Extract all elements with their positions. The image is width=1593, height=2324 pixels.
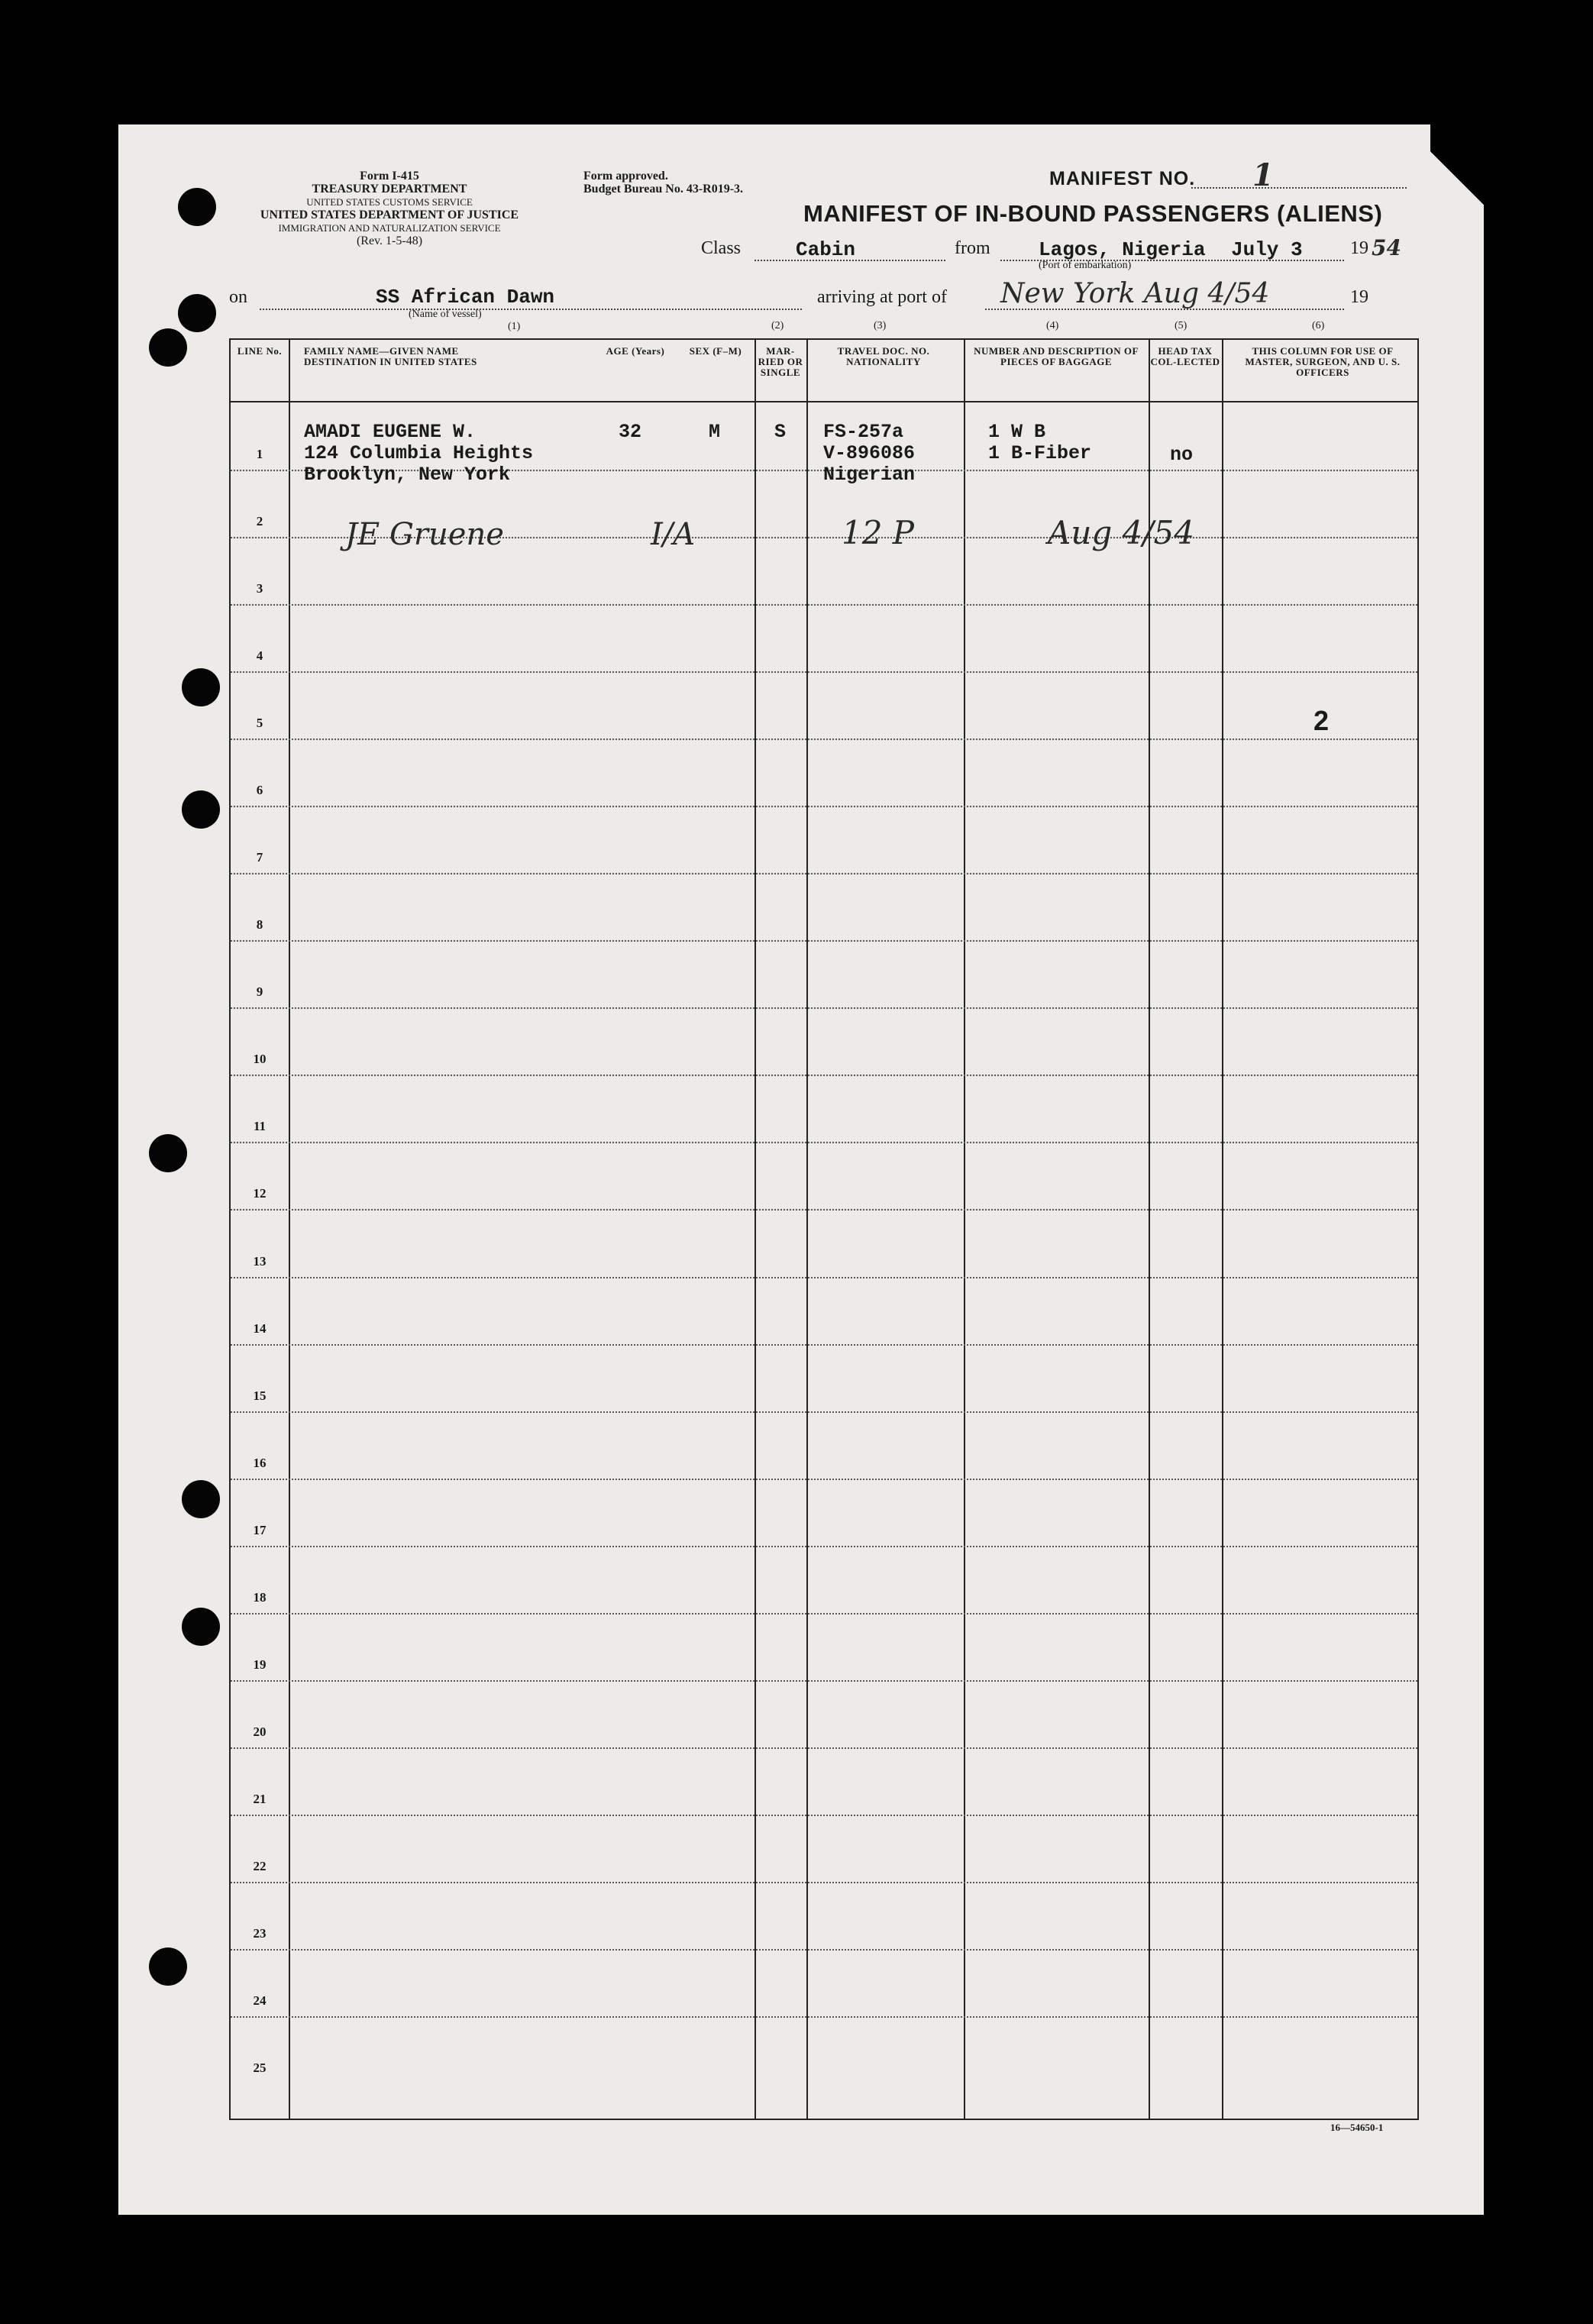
line-number: 17 xyxy=(253,1522,267,1537)
line-number: 18 xyxy=(253,1589,267,1605)
binder-hole xyxy=(149,1134,187,1172)
line-number: 3 xyxy=(256,581,263,596)
class-label: Class xyxy=(701,238,742,258)
arrival-year-prefix: 19 xyxy=(1350,287,1368,307)
line-number: 19 xyxy=(253,1657,267,1672)
treasury-department: TREASURY DEPARTMENT xyxy=(312,183,467,196)
manifest-no-label: MANIFEST NO. xyxy=(1049,168,1196,189)
line-number: 1 xyxy=(256,447,263,462)
binder-hole xyxy=(182,1480,220,1518)
col-num-head-tax: (5) xyxy=(1175,320,1187,331)
revision-date: (Rev. 1-5-48) xyxy=(356,234,423,247)
passenger-age: 32 xyxy=(619,421,642,443)
line-number: 20 xyxy=(253,1724,267,1739)
passenger-head-tax: no xyxy=(1170,444,1194,466)
line-number: 4 xyxy=(256,648,263,664)
line-number: 5 xyxy=(256,716,263,731)
row-rule xyxy=(231,1209,1417,1210)
passenger-address-street: 124 Columbia Heights xyxy=(304,442,534,464)
passenger-baggage-2: 1 B-Fiber xyxy=(988,442,1092,464)
col-num-marital: (2) xyxy=(771,320,784,331)
side-count: 2 xyxy=(1313,705,1330,736)
date-annotation: Aug 4/54 xyxy=(1048,514,1194,551)
binder-hole xyxy=(182,1608,220,1646)
binder-hole xyxy=(178,294,216,332)
binder-hole xyxy=(149,1947,187,1986)
vessel-value: SS African Dawn xyxy=(376,286,555,309)
row-rule xyxy=(231,1680,1417,1682)
passenger-baggage-1: 1 W B xyxy=(988,421,1046,443)
row-rule xyxy=(231,1815,1417,1816)
footer-code: 16—54650-1 xyxy=(1330,2122,1384,2133)
vessel-line xyxy=(260,309,802,310)
line-number: 22 xyxy=(253,1858,267,1873)
line-number: 11 xyxy=(253,1119,267,1134)
line-number: 12 xyxy=(253,1186,267,1201)
col-header-marital: MAR-RIED OR SINGLE xyxy=(758,345,803,378)
row-rule xyxy=(231,1546,1417,1547)
col-num-travel-doc: (3) xyxy=(874,320,887,331)
line-number: 16 xyxy=(253,1455,267,1470)
col-header-name: FAMILY NAME—GIVEN NAME DESTINATION IN UNITED STATES xyxy=(304,345,477,367)
passenger-nationality: Nigerian xyxy=(823,464,916,486)
col-header-travel-doc: TRAVEL DOC. NO. NATIONALITY xyxy=(837,345,930,367)
year-suffix: 54 xyxy=(1372,235,1401,260)
line-number: 25 xyxy=(253,2061,267,2075)
col-header-head-tax: HEAD TAX COL-LECTED xyxy=(1150,345,1220,367)
binder-hole xyxy=(149,328,187,367)
line-number: 15 xyxy=(253,1388,267,1403)
line-number: 9 xyxy=(256,984,263,1000)
row-rule xyxy=(231,806,1417,807)
passenger-address-city: Brooklyn, New York xyxy=(304,464,511,486)
col-divider xyxy=(964,340,965,2119)
row-rule xyxy=(231,1277,1417,1278)
row-rule xyxy=(231,1142,1417,1143)
col-divider xyxy=(1222,340,1223,2119)
immigration-service: IMMIGRATION AND NATURALIZATION SERVICE xyxy=(278,222,501,234)
passenger-doc-1: FS-257a xyxy=(823,421,904,443)
col-header-baggage: NUMBER AND DESCRIPTION OF PIECES OF BAGGAGE xyxy=(974,345,1139,367)
vessel-label: (Name of vessel) xyxy=(409,309,482,320)
manifest-no-value: 1 xyxy=(1252,157,1274,193)
year-prefix: 19 xyxy=(1350,238,1368,258)
col-num-officers: (6) xyxy=(1312,320,1325,331)
passenger-name: AMADI EUGENE W. xyxy=(304,421,477,443)
row-rule xyxy=(231,1949,1417,1951)
customs-service: UNITED STATES CUSTOMS SERVICE xyxy=(306,196,473,208)
row-rule xyxy=(231,671,1417,673)
line-number: 10 xyxy=(253,1052,267,1067)
row-rule xyxy=(231,1075,1417,1076)
line-number: 6 xyxy=(256,783,263,798)
col-divider xyxy=(289,340,290,2119)
binder-hole xyxy=(178,188,216,226)
col-num-baggage: (4) xyxy=(1046,320,1059,331)
passenger-marital: S xyxy=(774,421,787,443)
line-number: 2 xyxy=(256,514,263,529)
passenger-sex: M xyxy=(709,421,721,443)
row-rule xyxy=(231,1479,1417,1480)
page-title: MANIFEST OF IN-BOUND PASSENGERS (ALIENS) xyxy=(803,200,1383,227)
class-value: Cabin xyxy=(796,238,856,261)
on-label: on xyxy=(229,287,247,307)
arriving-label: arriving at port of xyxy=(817,287,947,307)
line-number: 23 xyxy=(253,1925,267,1941)
inspector-signature: JE Gruene xyxy=(345,517,504,552)
row-rule xyxy=(231,739,1417,740)
row-rule xyxy=(231,1007,1417,1009)
col-header-sex: SEX (F–M) xyxy=(689,345,742,357)
form-number: Form I-415 xyxy=(360,170,419,183)
col-header-line-no: LINE No. xyxy=(237,345,283,357)
col-divider xyxy=(754,340,756,2119)
from-label: from xyxy=(955,238,990,258)
row-rule xyxy=(231,2016,1417,2018)
form-approval xyxy=(583,170,743,196)
from-value: Lagos, Nigeria xyxy=(1039,238,1206,261)
form-header-left xyxy=(229,170,550,247)
passenger-table xyxy=(229,320,1419,2120)
line-number: 21 xyxy=(253,1791,267,1806)
port-embark-label: (Port of embarkation) xyxy=(1039,260,1132,271)
row-rule xyxy=(231,1613,1417,1615)
passenger-doc-2: V-896086 xyxy=(823,442,916,464)
col-divider xyxy=(806,340,808,2119)
date-value: July 3 xyxy=(1231,238,1303,261)
arrival-handwritten: New York Aug 4/54 xyxy=(1000,278,1270,309)
vessel-colnum: (1) xyxy=(508,321,521,332)
manifest-no-line xyxy=(1191,186,1407,189)
line-number: 24 xyxy=(253,1993,267,2008)
row-rule xyxy=(231,1882,1417,1883)
binder-hole xyxy=(182,668,220,706)
col-header-officers: THIS COLUMN FOR USE OF MASTER, SURGEON, AND U. S. OFFICERS xyxy=(1245,345,1401,378)
form-approved: Form approved. xyxy=(583,170,668,183)
binder-hole xyxy=(182,790,220,829)
row-rule xyxy=(231,873,1417,874)
header-rule xyxy=(231,401,1417,402)
code-annotation: 12 P xyxy=(842,514,915,551)
line-number: 14 xyxy=(253,1320,267,1336)
row-rule xyxy=(231,1747,1417,1749)
row-rule xyxy=(231,1344,1417,1346)
row-rule xyxy=(231,940,1417,942)
col-divider xyxy=(1149,340,1150,2119)
line-number: 13 xyxy=(253,1253,267,1269)
class-annotation: I/A xyxy=(651,517,696,552)
col-header-age: AGE (Years) xyxy=(606,345,665,357)
line-number: 8 xyxy=(256,917,263,933)
row-rule xyxy=(231,1411,1417,1413)
row-rule xyxy=(231,604,1417,606)
justice-department: UNITED STATES DEPARTMENT OF JUSTICE xyxy=(260,208,519,221)
budget-bureau: Budget Bureau No. 43-R019-3. xyxy=(583,183,744,196)
line-number: 7 xyxy=(256,850,263,865)
